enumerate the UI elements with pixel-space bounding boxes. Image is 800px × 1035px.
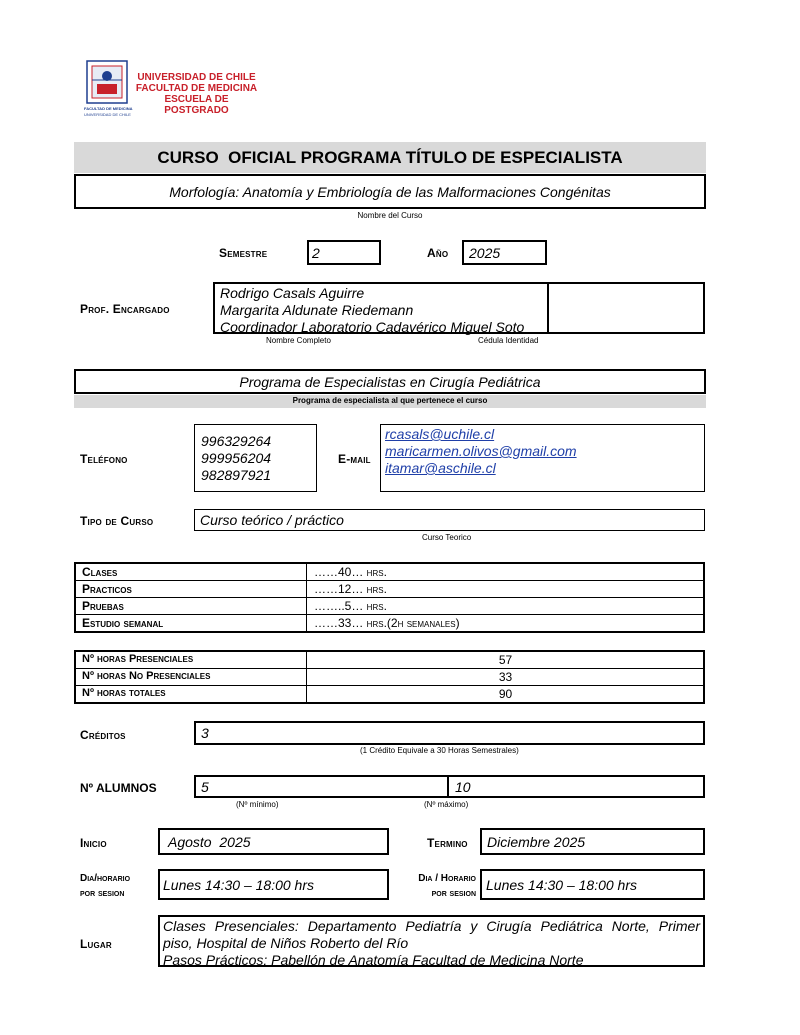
crest-subcaption: UNIVERSIDAD DE CHILE bbox=[84, 112, 131, 117]
logo-university: UNIVERSIDAD DE CHILE bbox=[137, 72, 256, 83]
phone-list bbox=[201, 433, 316, 484]
email-list bbox=[385, 426, 704, 477]
hours-value: ……40… hrs. bbox=[314, 565, 387, 579]
table-row bbox=[74, 564, 705, 581]
logo-faculty: FACULTAD DE MEDICINA bbox=[135, 83, 258, 94]
schedule-field[interactable] bbox=[158, 869, 389, 900]
year-label: Año bbox=[427, 246, 449, 260]
schedule2-label-line: por sesion bbox=[431, 888, 476, 899]
prof-id-field[interactable] bbox=[547, 282, 705, 334]
students-max-value: 10 bbox=[455, 779, 471, 795]
prof-name-field[interactable] bbox=[213, 282, 549, 334]
logo-text bbox=[124, 72, 269, 116]
email-link[interactable]: maricarmen.olivos@gmail.com bbox=[385, 443, 577, 459]
table-row bbox=[74, 669, 705, 686]
course-type-caption: Curso Teorico bbox=[422, 533, 472, 542]
program-field[interactable] bbox=[74, 369, 706, 394]
prof-label: Prof. Encargado bbox=[80, 302, 170, 316]
hours-label: Pruebas bbox=[82, 599, 124, 613]
crest-caption: FACULTAD DE MEDICINA bbox=[84, 106, 133, 111]
prof-name-line: Margarita Aldunate Riedemann bbox=[220, 302, 414, 318]
email-link[interactable]: itamar@aschile.cl bbox=[385, 460, 496, 476]
prof-names bbox=[220, 285, 547, 336]
credits-field[interactable] bbox=[194, 721, 705, 745]
course-type-field[interactable] bbox=[194, 509, 705, 531]
hours-value: ……12… hrs. bbox=[314, 582, 387, 596]
university-logo bbox=[84, 56, 264, 128]
prof-name-caption: Nombre Completo bbox=[266, 336, 331, 345]
table-row bbox=[74, 686, 705, 704]
students-max-field[interactable] bbox=[447, 775, 705, 798]
schedule2-field[interactable] bbox=[480, 869, 705, 900]
end-value: Diciembre 2025 bbox=[487, 834, 586, 850]
phone-number: 999956204 bbox=[201, 450, 272, 466]
place-field[interactable] bbox=[158, 915, 705, 967]
totals-value: 33 bbox=[498, 670, 513, 684]
phone-label: Teléfono bbox=[80, 452, 128, 466]
phone-field[interactable] bbox=[194, 424, 317, 492]
semester-field[interactable] bbox=[307, 240, 381, 265]
students-min-value: 5 bbox=[201, 779, 209, 795]
email-link[interactable]: rcasals@uchile.cl bbox=[385, 426, 495, 442]
students-min-field[interactable] bbox=[194, 775, 449, 798]
students-label: Nº ALUMNOS bbox=[80, 781, 157, 795]
schedule-label bbox=[80, 871, 130, 901]
end-label: Termino bbox=[427, 836, 468, 850]
totals-value: 57 bbox=[498, 653, 513, 667]
course-name-caption: Nombre del Curso bbox=[357, 211, 423, 220]
hours-label: Clases bbox=[82, 565, 118, 579]
program-caption: Programa de especialista al que pertenece el curso bbox=[292, 396, 488, 405]
semester-label: Semestre bbox=[219, 246, 268, 260]
totals-label: Nº horas No Presenciales bbox=[82, 670, 211, 682]
phone-number: 982897921 bbox=[201, 467, 272, 483]
year-value: 2025 bbox=[469, 245, 501, 261]
email-field[interactable] bbox=[380, 424, 705, 492]
program-value: Programa de Especialistas en Cirugía Pediátrica bbox=[239, 374, 541, 390]
schedule2-label bbox=[396, 871, 476, 901]
place-line: Clases Presenciales: Departamento Pediatría y Cirugía Pediátrica Norte, Primer bbox=[163, 918, 700, 934]
email-label: E-mail bbox=[338, 452, 371, 466]
course-type-label: Tipo de Curso bbox=[80, 514, 154, 528]
table-row bbox=[74, 598, 705, 615]
credits-caption: (1 Crédito Equivale a 30 Horas Semestrales) bbox=[360, 746, 519, 755]
schedule-label-line: por sesion bbox=[80, 888, 125, 899]
hours-value: ……..5… hrs. bbox=[314, 599, 387, 613]
hours-label: Practicos bbox=[82, 582, 132, 596]
phone-number: 996329264 bbox=[201, 433, 272, 449]
prof-name-line: Rodrigo Casals Aguirre bbox=[220, 285, 365, 301]
end-field[interactable] bbox=[480, 828, 705, 855]
place-line: piso, Hospital de Niños Roberto del Río bbox=[163, 935, 409, 951]
hours-value: ……33… hrs.(2h semanales) bbox=[314, 616, 460, 630]
course-name-field[interactable] bbox=[74, 174, 706, 209]
year-field[interactable] bbox=[462, 240, 547, 265]
logo-school-1: ESCUELA DE bbox=[164, 94, 229, 105]
table-row bbox=[74, 581, 705, 598]
students-max-caption: (Nº máximo) bbox=[424, 800, 469, 809]
schedule2-label-line: Dia / Horario bbox=[418, 873, 476, 884]
prof-id-caption: Cédula Identidad bbox=[478, 336, 539, 345]
schedule-label-line: Dia/horario bbox=[80, 873, 131, 884]
totals-label: Nº horas totales bbox=[82, 687, 166, 699]
place-lines bbox=[163, 918, 700, 969]
course-type-value: Curso teórico / práctico bbox=[200, 512, 344, 528]
credits-value: 3 bbox=[201, 725, 209, 741]
start-value: Agosto 2025 bbox=[168, 834, 251, 850]
place-label: Lugar bbox=[80, 937, 112, 951]
students-min-caption: (Nº mínimo) bbox=[236, 800, 279, 809]
totals-value: 90 bbox=[498, 687, 513, 701]
start-label: Inicio bbox=[80, 836, 107, 850]
credits-label: Créditos bbox=[80, 728, 126, 742]
prof-name-line: Coordinador Laboratorio Cadavérico Miguel Soto bbox=[220, 319, 525, 335]
hours-label: Estudio semanal bbox=[82, 616, 164, 630]
table-row bbox=[74, 652, 705, 669]
start-field[interactable] bbox=[158, 828, 389, 855]
semester-value: 2 bbox=[312, 245, 320, 261]
place-line: Pasos Prácticos: Pabellón de Anatomía Facultad de Medicina Norte bbox=[163, 952, 584, 968]
course-name-value: Morfología: Anatomía y Embriología de las Malformaciones Congénitas bbox=[169, 184, 611, 200]
schedule-value: Lunes 14:30 – 18:00 hrs bbox=[163, 877, 315, 893]
totals-label: Nº horas Presenciales bbox=[82, 653, 194, 665]
schedule2-value: Lunes 14:30 – 18:00 hrs bbox=[486, 877, 638, 893]
page-title: CURSO OFICIAL PROGRAMA TÍTULO DE ESPECIALISTA bbox=[157, 148, 623, 167]
logo-school-2: POSTGRADO bbox=[164, 105, 229, 116]
table-row bbox=[74, 615, 705, 633]
